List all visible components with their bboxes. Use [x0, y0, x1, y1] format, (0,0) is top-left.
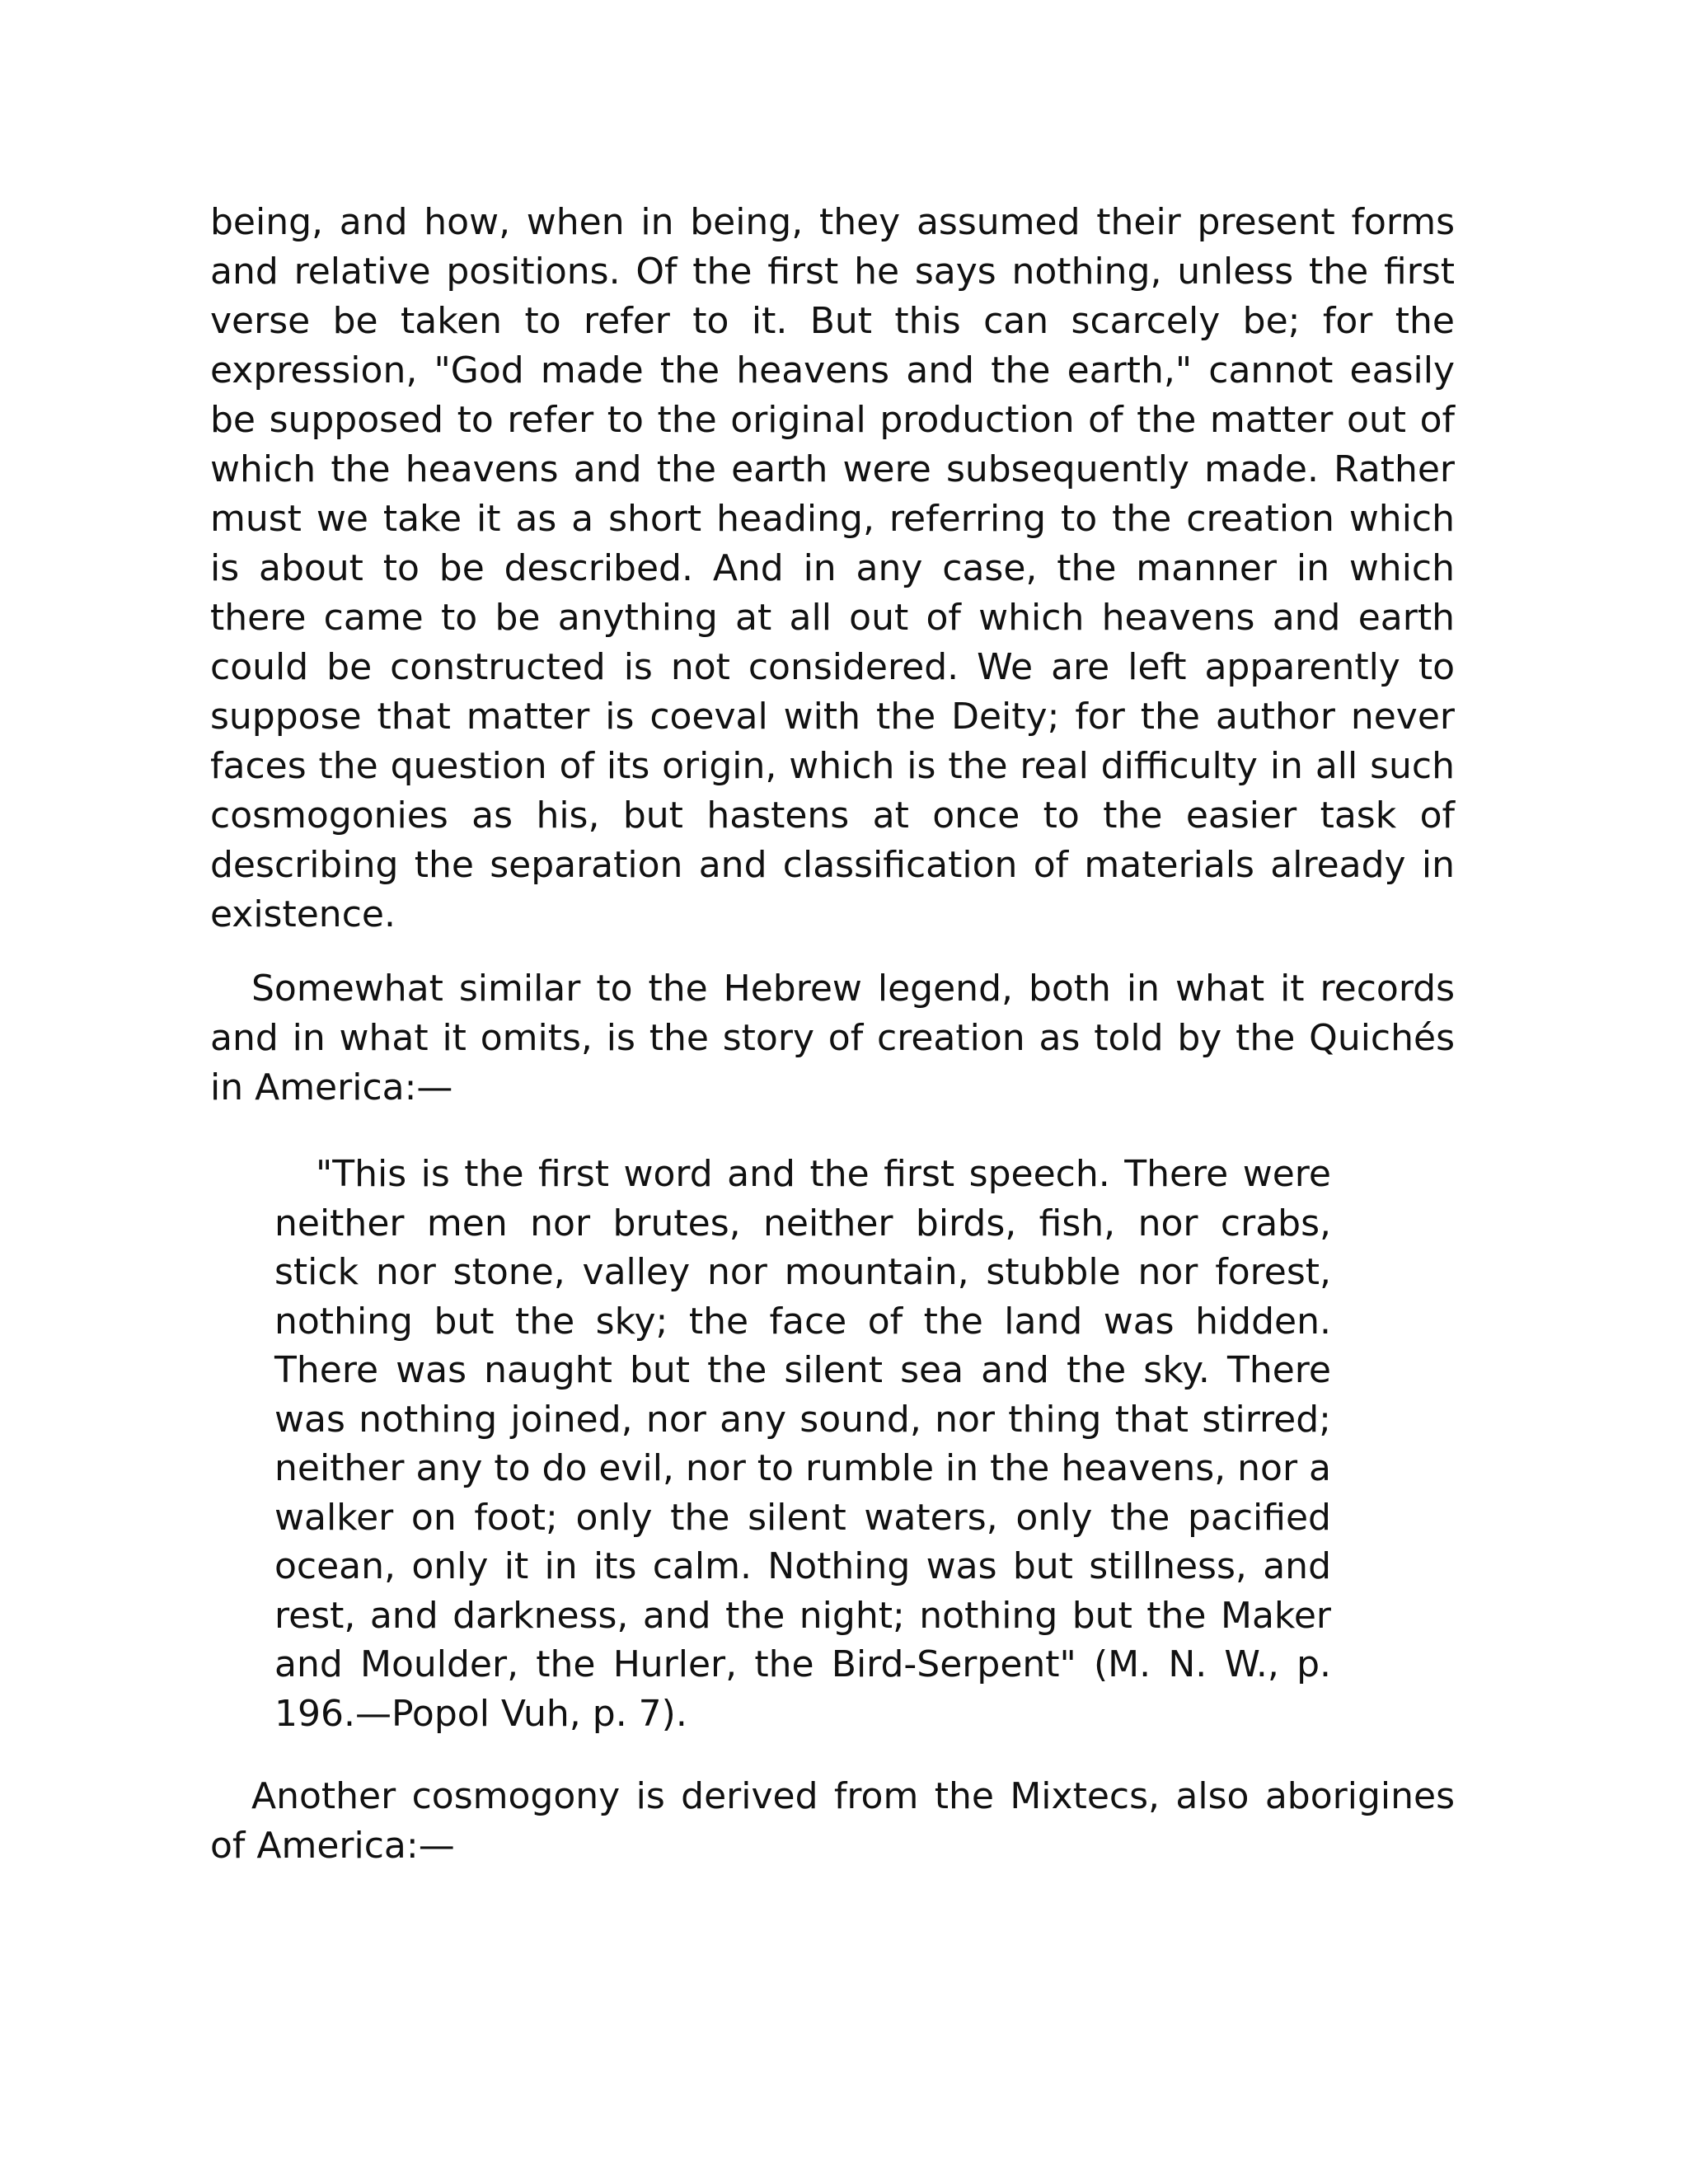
block-quote: "This is the first word and the first speech. There were neither men nor brutes, neither birds, fish, nor crabs, stick nor stone, valley nor mountain, stubble nor forest, nothing but the sky; the face of the land was hidden. There was naught but the silent sea and the sky. There was nothing joined, nor any sound, nor thing that stirred; neither any to do evil, nor to rumble in the heavens, nor a walker on foot; only the silent waters, only the pacified ocean, only it in its calm. Nothing was but stillness, and rest, and darkness, and the night; nothing but the Maker and Moulder, the Hurler, the Bird-Serpent" (M. N. W., p. 196.—Popol Vuh, p. 7). [274, 1153, 1331, 1735]
paragraph-3: Another cosmogony is derived from the Mixtecs, also aborigines of America:— [210, 1775, 1455, 1867]
paragraph-1: being, and how, when in being, they assumed their present forms and relative positions. Of the first he says nothing, unless the first verse be taken to refer to it. But this can scarcely be; for the expression, "God made the heavens and the earth," cannot easily be supposed to refer to the original production of the matter out of which the heavens and the earth were subsequently made. Rather must we take it as a short heading, referring to the creation which is about to be described. And in any case, the manner in which there came to be anything at all out of which heavens and earth could be constructed is not considered. We are left apparently to suppose that matter is coeval with the Deity; for the author never faces the question of its origin, which is the real difficulty in all such cosmogonies as his, but hastens at once to the easier task of describing the separation and classification of materials already in existence. [210, 201, 1455, 935]
paragraph-2: Somewhat similar to the Hebrew legend, both in what it records and in what it omits, is the story of creation as told by the Quichés in America:— [210, 968, 1455, 1108]
